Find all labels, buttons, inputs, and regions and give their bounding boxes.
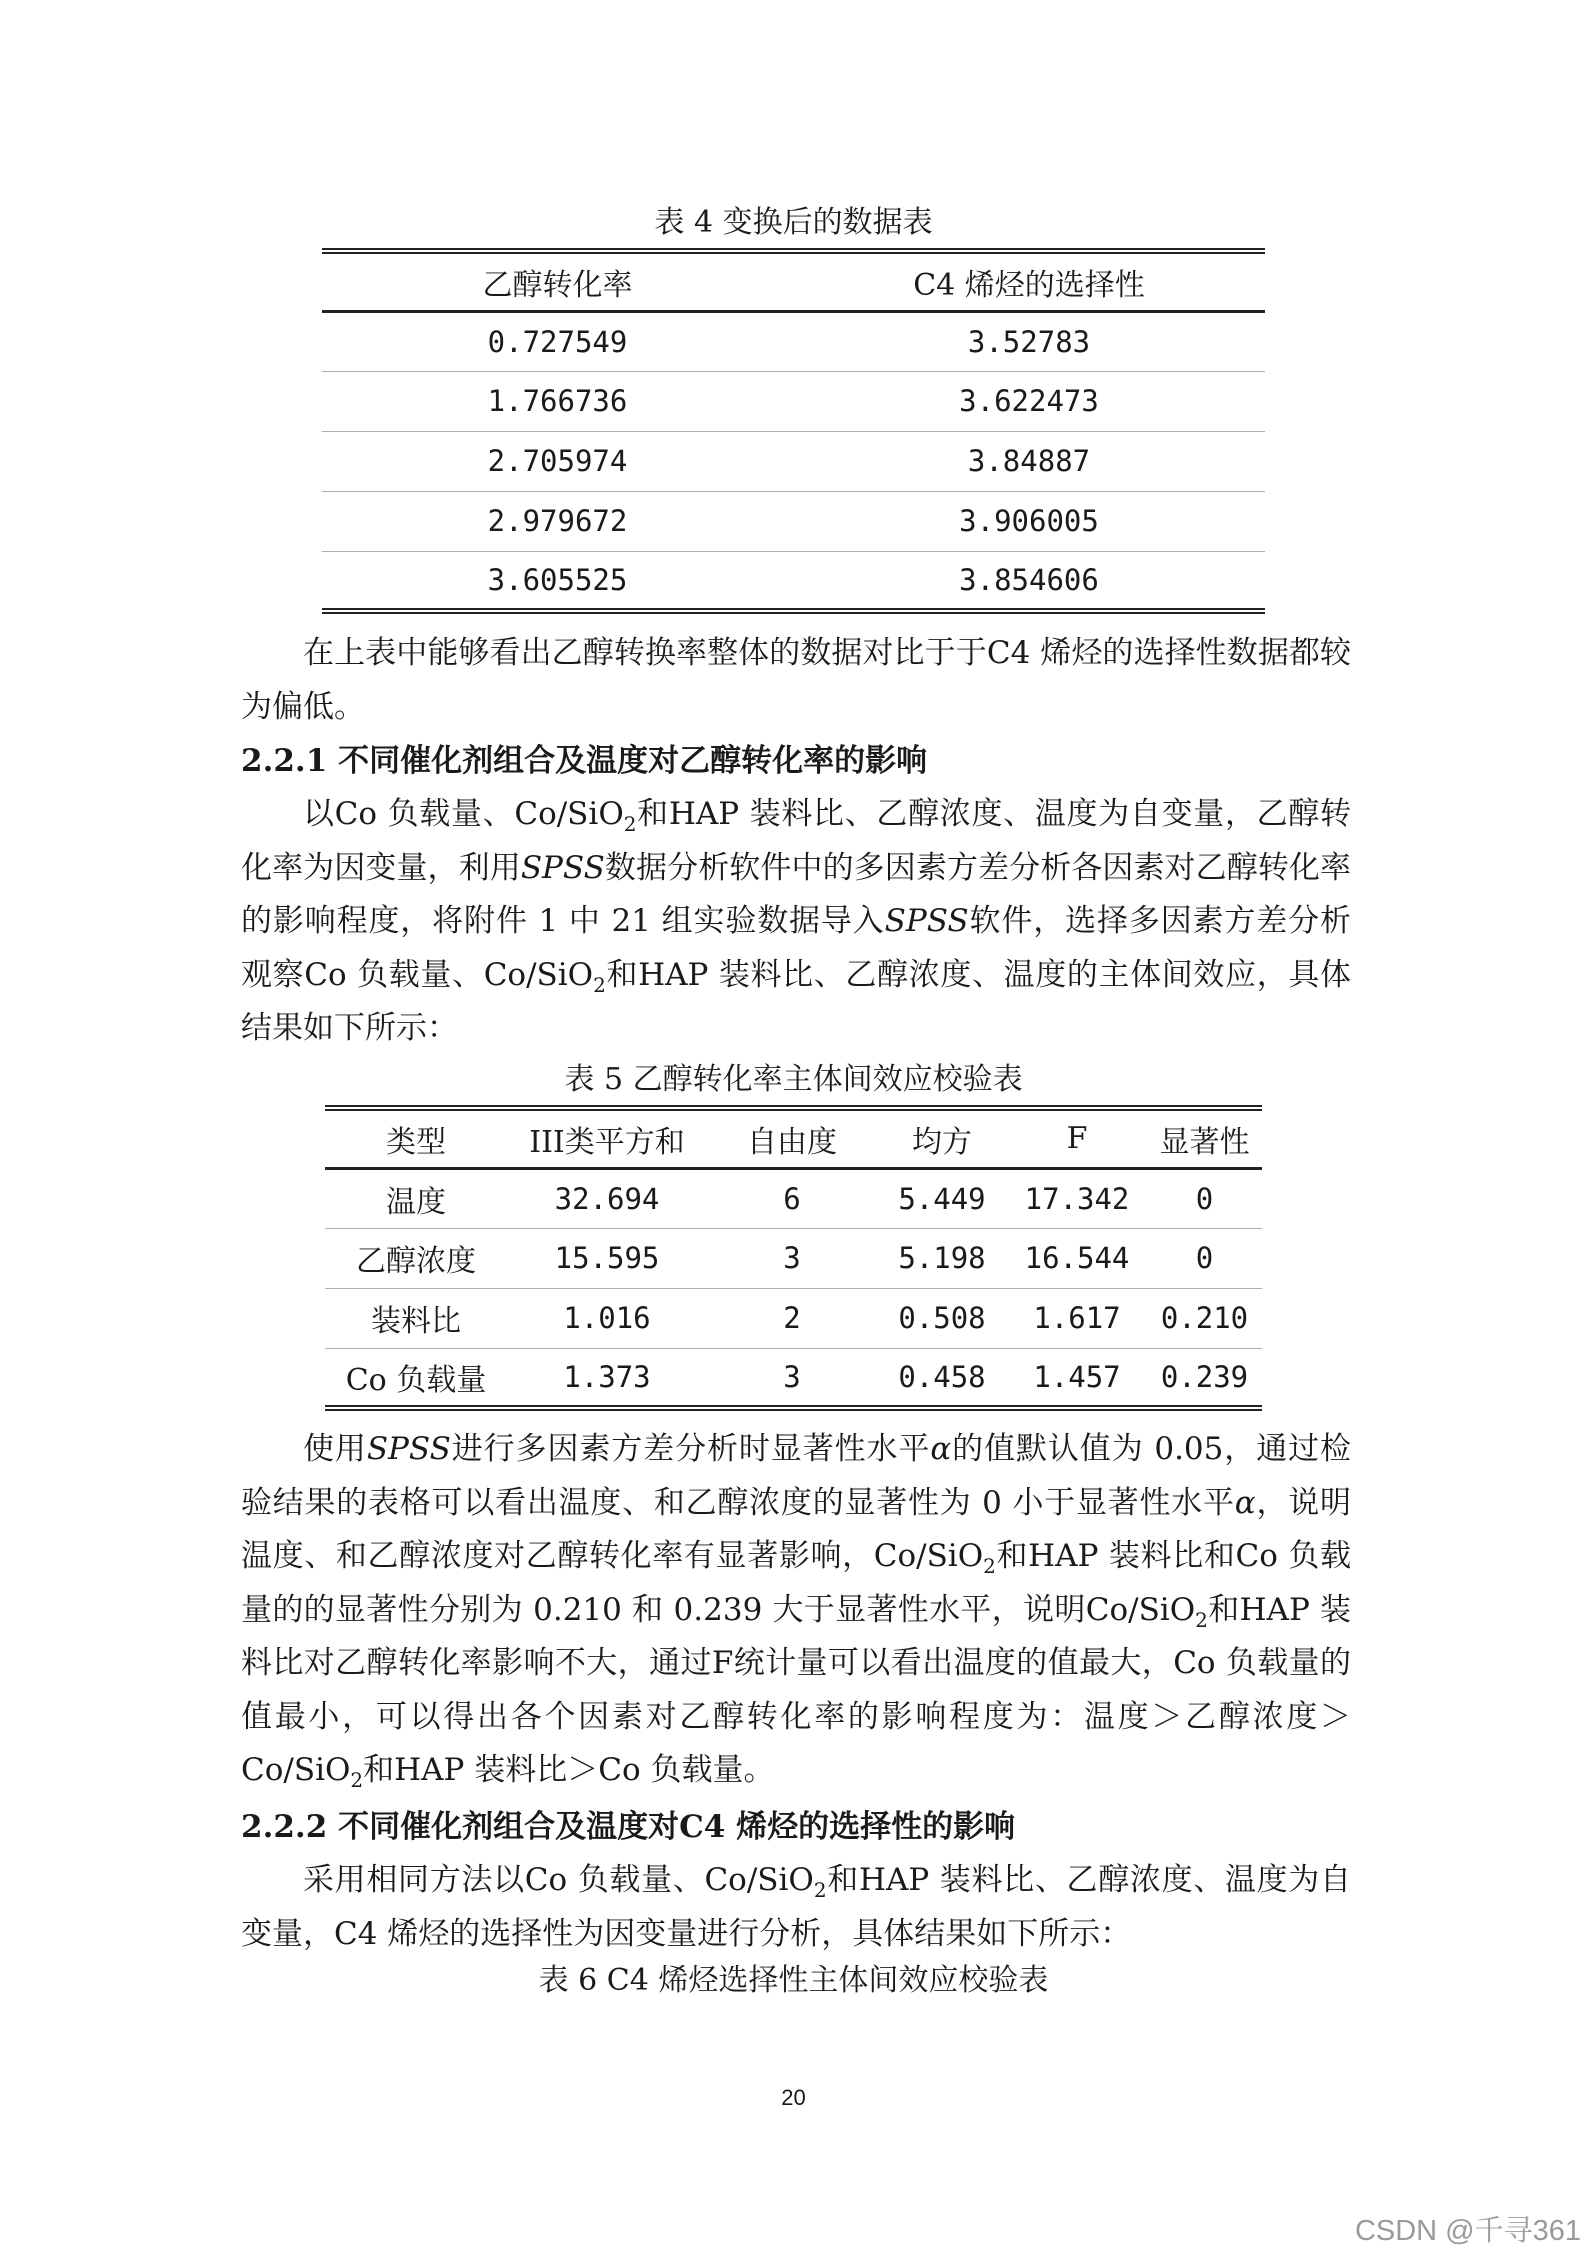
table5-cell: 3 <box>707 1348 877 1408</box>
table4-cell: 3.622473 <box>793 371 1265 431</box>
table5-row <box>325 1348 1262 1408</box>
table5-cell: 装料比 <box>325 1288 507 1348</box>
section-heading-2-2-1: 2.2.1 不同催化剂组合及温度对乙醇转化率的影响 <box>241 743 928 779</box>
table4-header-cell: C4 烯烃的选择性 <box>793 251 1265 311</box>
subscript: 2 <box>623 812 637 837</box>
table4-cell: 0.727549 <box>322 311 793 371</box>
section-heading-2-2-2: 2.2.2 不同催化剂组合及温度对C4 烯烃的选择性的影响 <box>241 1809 1016 1845</box>
table5-row <box>325 1288 1262 1348</box>
alpha-symbol: α <box>1234 1484 1256 1521</box>
table6-caption: 表 6 C4 烯烃选择性主体间效应校验表 <box>538 1963 1049 1998</box>
table5-cell: 0 <box>1147 1168 1262 1228</box>
table5-cell: 1.373 <box>507 1348 707 1408</box>
table5-row <box>325 1228 1262 1288</box>
subscript: 2 <box>1195 1607 1208 1632</box>
table5-cell: 6 <box>707 1168 877 1228</box>
table5-cell: 2 <box>707 1288 877 1348</box>
table5-cell: 1.617 <box>1007 1288 1147 1348</box>
software-name: SPSS <box>520 849 605 886</box>
table5-cell: 16.544 <box>1007 1228 1147 1288</box>
table4-cell: 3.84887 <box>793 431 1265 491</box>
table5-cell: 17.342 <box>1007 1168 1147 1228</box>
text-run: 使用 <box>303 1431 367 1467</box>
software-name: SPSS <box>884 903 969 939</box>
table5-header-cell: 自由度 <box>707 1108 877 1168</box>
text-run: 以Co 负载量、Co/SiO <box>303 796 624 832</box>
table5-header-cell: 显著性 <box>1147 1108 1262 1168</box>
table4-row <box>322 371 1265 431</box>
table5-caption: 表 5 乙醇转化率主体间效应校验表 <box>564 1062 1023 1097</box>
subscript: 2 <box>813 1878 827 1903</box>
text-run: 进行多因素方差分析时显著性水平 <box>450 1431 931 1467</box>
table4-cell: 3.854606 <box>793 551 1265 611</box>
text-run: 和HAP 装料比、乙醇浓度、温度的主体间效应，具体结果如下所示： <box>241 956 1351 1046</box>
table5-cell: 1.457 <box>1007 1348 1147 1408</box>
table5-cell: 5.449 <box>877 1168 1007 1228</box>
software-name: SPSS <box>366 1431 451 1467</box>
subscript: 2 <box>593 972 606 997</box>
table5-cell: 0.239 <box>1147 1348 1262 1408</box>
table4-row <box>322 551 1265 611</box>
table4-cell: 2.979672 <box>322 491 793 551</box>
table5-header-row <box>325 1108 1262 1168</box>
table4-row <box>322 431 1265 491</box>
text-run: 和HAP 装料比和Co 负载量的的显著性分别为 0.210 和 0.239 大于显著性水平，说明Co/SiO <box>241 1538 1351 1628</box>
table4-row <box>322 491 1265 551</box>
table5-header-cell: 类型 <box>325 1108 507 1168</box>
text-run: ，说明温度、和乙醇浓度对乙醇转化率有显著影响，Co/SiO <box>241 1484 1352 1574</box>
text-run: 的值默认值为 0.05，通过检验结果的表格可以看出温度、和乙醇浓度的显著性为 0 小于显著性水平 <box>241 1431 1351 1521</box>
paragraph-3 <box>241 1423 1351 1798</box>
table5-cell: 0.210 <box>1147 1288 1262 1348</box>
page-number: 20 <box>781 2085 806 2110</box>
table5-cell: 3 <box>707 1228 877 1288</box>
table5-cell: 1.016 <box>507 1288 707 1348</box>
table5-cell: 0.458 <box>877 1348 1007 1408</box>
paragraph-4 <box>241 1854 1351 1961</box>
table5-header-cell: F <box>1007 1108 1147 1168</box>
csdn-watermark: CSDN @千寻361 <box>1354 2215 1581 2247</box>
table5-cell: 温度 <box>325 1168 507 1228</box>
text-run: 和HAP 装料比、乙醇浓度、温度为自变量，乙醇转化率为因变量，利用 <box>241 796 1351 886</box>
table4-header-cell: 乙醇转化率 <box>322 251 793 311</box>
table4-cell: 3.605525 <box>322 551 793 611</box>
table4-header-row <box>322 251 1265 311</box>
table5-cell: 15.595 <box>507 1228 707 1288</box>
table5-cell: 32.694 <box>507 1168 707 1228</box>
table4-row <box>322 311 1265 371</box>
table4-cell: 2.705974 <box>322 431 793 491</box>
table4-caption: 表 4 变换后的数据表 <box>654 205 933 240</box>
table5-header-cell: 均方 <box>877 1108 1007 1168</box>
text-run: 和HAP 装料比、乙醇浓度、温度为自变量，C4 烯烃的选择性为因变量进行分析，具体结果如下所示： <box>241 1862 1351 1952</box>
text-run: 和HAP 装料比对乙醇转化率影响不大，通过F统计量可以看出温度的值最大，Co 负载量的值最小，可以得出各个因素对乙醇转化率的影响程度为：温度＞乙醇浓度＞Co/SiO <box>241 1591 1351 1788</box>
text-run: 和HAP 装料比＞Co 负载量。 <box>363 1752 775 1788</box>
table5-cell: 乙醇浓度 <box>325 1228 507 1288</box>
table5-cell: 5.198 <box>877 1228 1007 1288</box>
alpha-symbol: α <box>930 1431 952 1467</box>
table4-cell: 3.52783 <box>793 311 1265 371</box>
text-run: 数据分析软件中的多因素方差分析各因素对乙醇转化率的影响程度，将附件 1 中 21 组实验数据导入 <box>241 849 1352 939</box>
text-run: 软件，选择多因素方差分析观察Co 负载量、Co/SiO <box>241 903 1351 993</box>
table5-cell: 0 <box>1147 1228 1262 1288</box>
table5-cell: Co 负载量 <box>325 1348 507 1408</box>
table5-row <box>325 1168 1262 1228</box>
table5 <box>325 1105 1262 1411</box>
paragraph-2 <box>241 788 1351 1056</box>
paragraph-1: 在上表中能够看出乙醇转换率整体的数据对比于于C4 烯烃的选择性数据都较为偏低。 <box>241 635 1351 725</box>
text-run: 采用相同方法以Co 负载量、Co/SiO <box>303 1862 814 1898</box>
table4-cell: 3.906005 <box>793 491 1265 551</box>
table5-header-cell: III类平方和 <box>507 1108 707 1168</box>
subscript: 2 <box>350 1768 364 1793</box>
table4 <box>322 248 1265 614</box>
subscript: 2 <box>983 1554 996 1579</box>
table5-cell: 0.508 <box>877 1288 1007 1348</box>
table4-cell: 1.766736 <box>322 371 793 431</box>
